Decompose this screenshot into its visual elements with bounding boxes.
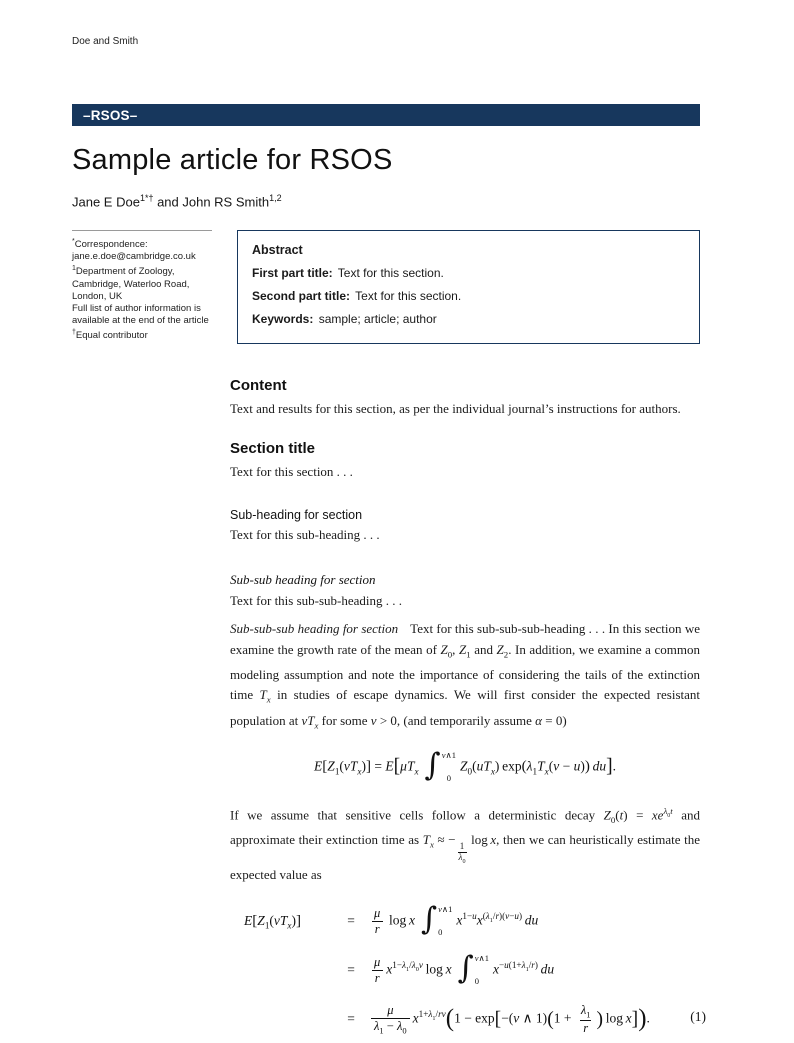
- equation-number: (1): [690, 1008, 706, 1024]
- affiliation-line: $^1$Department of Zoology,: [72, 265, 175, 278]
- author-info-note: Full list of author information is: [72, 302, 201, 314]
- equation-rhs: $\frac{\mu}{\lambda_1 - \lambda_0}$ $x^{1+\lambda_1/rv}(1 - \exp[-(v$ ∧ 1)(1 + $\frac{\lambda_1}{r}$ ) log x]).: [368, 1003, 650, 1036]
- decay-paragraph: If we assume that sensitive cells follow a deterministic decay $Z_0(t) = xe^{\lambda_0t}$ and approximate their extinction time as $T_x$ ≈ − $\frac{1}{\lambda_0}$ log x, then we can heuristically estimate the expected value as: [230, 805, 700, 883]
- correspondence-email: jane.e.doe@cambridge.co.uk: [72, 251, 196, 263]
- equation-rhs: $\frac{\mu}{r}$ log x ∫ v∧1 0 $x^{1-u}x^{(\lambda_1/r)(v-u)}$ du: [368, 904, 538, 939]
- keywords-label: Keywords:: [252, 312, 314, 327]
- equal-contributor-note: †Equal contributor: [72, 328, 148, 341]
- abstract-item-text: Text for this section.: [337, 266, 444, 281]
- author-info-note: available at the end of the article: [72, 314, 209, 326]
- abstract-item: [252, 266, 685, 280]
- sidebar-divider: [72, 230, 212, 231]
- equation-row: [244, 947, 700, 994]
- affiliation-line: Cambridge, Waterloo Road,: [72, 278, 190, 290]
- equals-sign: =: [347, 962, 355, 978]
- section-heading-content: Content: [230, 377, 287, 395]
- keywords-item: [252, 312, 685, 326]
- abstract-item-label: Second part title:: [252, 289, 351, 304]
- section-paragraph: Text for this section . . .: [230, 463, 353, 479]
- abstract-item-text: Text for this section.: [355, 289, 462, 304]
- sub-heading-paragraph: Text for this sub-heading . . .: [230, 527, 380, 543]
- article-title: Sample article for RSOS: [72, 144, 393, 176]
- abstract-heading: Abstract: [252, 243, 303, 258]
- sub-heading: Sub-heading for section: [230, 508, 363, 523]
- equation-lhs: $E[Z_1(vT_x)]$: [244, 912, 302, 931]
- journal-banner-label: –RSOS–: [83, 107, 138, 123]
- abstract-box: [237, 230, 700, 344]
- equation-row: [244, 996, 700, 1043]
- section-heading-title: Section title: [230, 439, 316, 457]
- author-info-sidebar: [72, 230, 214, 344]
- abstract-item: [252, 289, 685, 303]
- article-body: [230, 377, 706, 1043]
- run-in-heading-paragraph: Sub-sub-sub heading for section Text for this sub-sub-sub-heading . . . In this section we examine the growth rate of the mean of $Z_0$, $Z_1$ and $Z_2$. In addition, we examine a common modeling assumption and note the importance of considering the tails of the extinction time $T_x$ in studies of escape dynamics. We will first consider the expected resistant population at $vT_x$ for some v > 0, (and temporarily assume α = 0): [230, 621, 701, 731]
- frontmatter-columns: [72, 230, 700, 344]
- sub-sub-heading: Sub-sub heading for section: [230, 571, 376, 587]
- equals-sign: =: [347, 913, 355, 929]
- equals-sign: =: [347, 1011, 355, 1027]
- equation-array: [244, 898, 706, 1043]
- content-paragraph: Text and results for this section, as per the individual journal’s instructions for authors.: [230, 401, 681, 417]
- keywords-text: sample; article; author: [318, 312, 437, 327]
- equation-row: [244, 898, 700, 945]
- journal-banner: [72, 104, 700, 126]
- sub-sub-heading-paragraph: Text for this sub-sub-heading . . .: [230, 592, 403, 608]
- display-equation: $E[Z_1(vT_x)] = E[\mu T_x$ ∫ v∧1 0 $Z_0(uT_x) \exp(\lambda_1T_x(v - u))$ du].: [314, 746, 616, 783]
- running-head: Doe and Smith: [72, 36, 139, 47]
- author-line: Jane E Doe$^{1*\dagger}$ and John RS Smith$^{1,2}$: [72, 193, 282, 210]
- correspondence-label: *Correspondence:: [72, 238, 148, 251]
- affiliation-line: London, UK: [72, 290, 123, 302]
- abstract-item-label: First part title:: [252, 266, 333, 281]
- equation-rhs: $\frac{\mu}{r}$ $x^{1-\lambda_1/\lambda_0v}$ log x ∫ v∧1 0 $x^{-u(1+\lambda_1/r)}$ du: [368, 953, 554, 988]
